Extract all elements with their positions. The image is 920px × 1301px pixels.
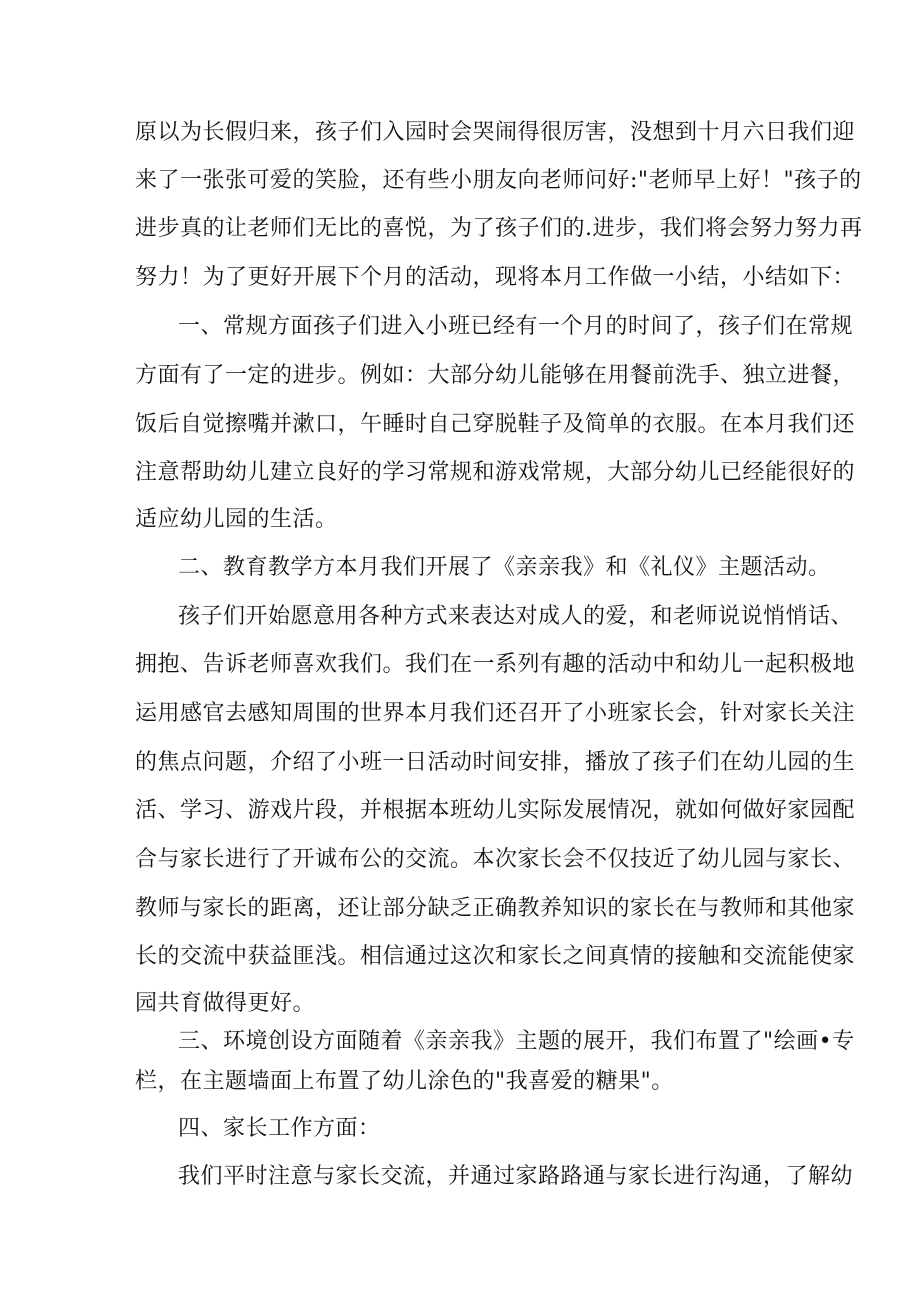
text-line: 进步真的让老师们无比的喜悦，为了孩子们的.进步，我们将会努力努力再 bbox=[135, 216, 863, 241]
text-line: 努力！为了更好开展下个月的活动，现将本月工作做一小结，小结如下： bbox=[135, 265, 856, 290]
text-line: 活、学习、游戏片段，并根据本班幼儿实际发展情况，就如何做好家园配 bbox=[135, 798, 856, 823]
text-line: 原以为长假归来，孩子们入园时会哭闹得很厉害，没想到十月六日我们迎 bbox=[135, 120, 856, 145]
text-line: 运用感官去感知周围的世界本月我们还召开了小班家长会，针对家长关注 bbox=[135, 701, 856, 726]
text-line: 我们平时注意与家长交流，并通过家路路通与家长进行沟通，了解幼 bbox=[178, 1164, 854, 1189]
text-line: 方面有了一定的进步。例如：大部分幼儿能够在用餐前洗手、独立进餐， bbox=[135, 363, 856, 388]
text-line: 教师与家长的距离，还让部分缺乏正确教养知识的家长在与教师和其他家 bbox=[135, 896, 856, 921]
paragraph-heading-parents: 四、家长工作方面： bbox=[178, 1116, 381, 1141]
text-line: 孩子们开始愿意用各种方式来表达对成人的爱，和老师说说悄悄话、 bbox=[178, 604, 854, 629]
text-line: 长的交流中获益匪浅。相信通过这次和家长之间真情的接触和交流能使家 bbox=[135, 944, 856, 969]
paragraph-heading-environment: 三、环境创设方面随着《亲亲我》主题的展开，我们布置了"绘画•专 bbox=[178, 1029, 855, 1054]
text-line: 适应幼儿园的生活。 bbox=[135, 507, 338, 532]
text-line: 的焦点问题，介绍了小班一日活动时间安排，播放了孩子们在幼儿园的生 bbox=[135, 750, 856, 775]
text-line: 合与家长进行了开诚布公的交流。本次家长会不仅技近了幼儿园与家长、 bbox=[135, 847, 856, 872]
paragraph-heading-education: 二、教育教学方本月我们开展了《亲亲我》和《礼仪》主题活动。 bbox=[178, 555, 831, 580]
text-line: 来了一张张可爱的笑脸，还有些小朋友向老师问好:"老师早上好！"孩子的 bbox=[135, 168, 862, 193]
paragraph-heading-routine: 一、常规方面孩子们进入小班已经有一个月的时间了，孩子们在常规 bbox=[178, 314, 854, 339]
text-line: 注意帮助幼儿建立良好的学习常规和游戏常规，大部分幼儿已经能很好的 bbox=[135, 460, 856, 485]
text-line: 饭后自觉擦嘴并漱口，午睡时自己穿脱鞋子及简单的衣服。在本月我们还 bbox=[135, 412, 856, 437]
text-line: 拥抱、告诉老师喜欢我们。我们在一系列有趣的活动中和幼儿一起积极地 bbox=[135, 652, 856, 677]
text-line: 园共育做得更好。 bbox=[135, 991, 316, 1016]
text-line: 栏，在主题墙面上布置了幼儿涂色的"我喜爱的糖果"。 bbox=[135, 1069, 674, 1094]
